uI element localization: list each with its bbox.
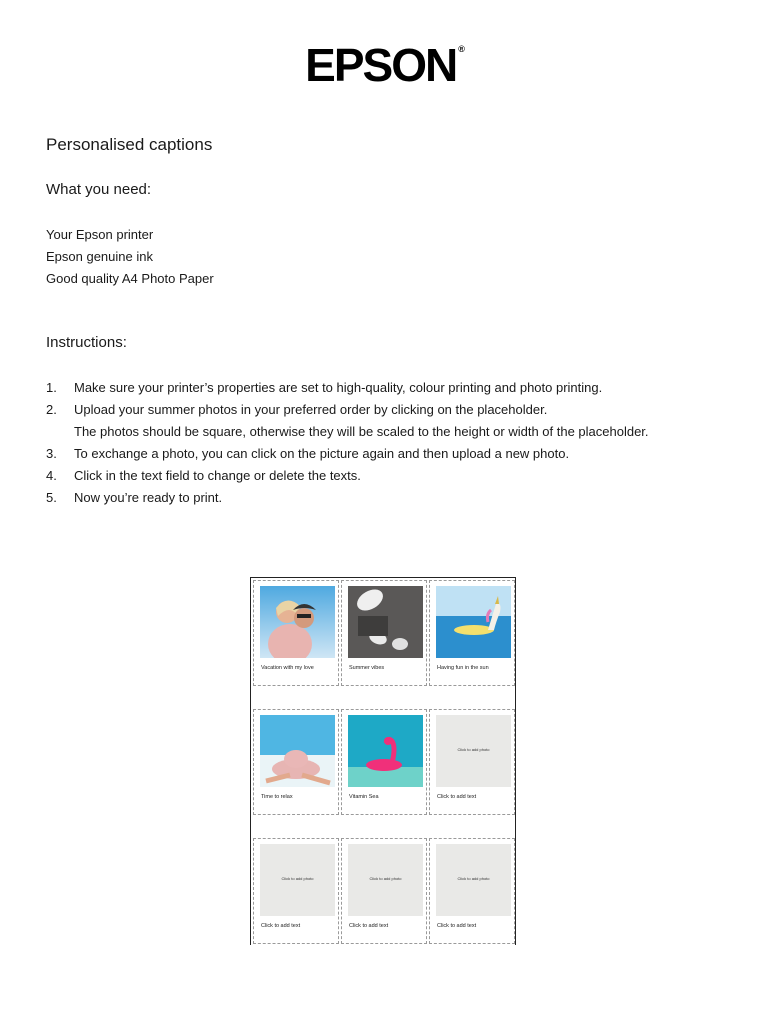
photo-card[interactable] [429,580,515,686]
photo-placeholder[interactable] [436,715,511,787]
placeholder-text: Click to add photo [369,876,402,881]
photo-couple-selfie[interactable] [260,586,335,658]
photo-sun-hat-beach[interactable] [260,715,335,787]
trademark-symbol: ® [458,44,465,54]
step-number: 2. [46,402,57,417]
photo-caption[interactable]: Time to relax [261,794,293,800]
photo-sneakers[interactable] [348,586,423,658]
step-text: Click in the text field to change or delete the texts. [74,468,361,483]
needs-heading: What you need: [46,181,152,198]
photo-card[interactable] [341,709,427,815]
photo-caption[interactable]: Click to add text [437,794,477,800]
photo-caption[interactable]: Click to add text [437,923,477,929]
needs-list [46,226,214,292]
step-text: The photos should be square, otherwise they will be scaled to the height or width of the placeholder. [74,424,649,439]
photo-placeholder[interactable] [348,844,423,916]
instructions-heading: Instructions: [46,334,127,351]
photo-card[interactable] [253,838,339,944]
need-item: Your Epson printer [46,227,154,242]
step-number: 3. [46,446,57,461]
photo-caption[interactable]: Click to add text [261,923,301,929]
photo-caption[interactable]: Vacation with my love [261,665,314,671]
logo-text: EPSON [305,39,457,91]
placeholder-text: Click to add photo [457,876,490,881]
step-number: 1. [46,380,57,395]
step-number: 5. [46,490,57,505]
photo-placeholder[interactable] [260,844,335,916]
photo-caption[interactable]: Vitamin Sea [349,794,379,800]
step-text: Make sure your printer’s properties are set to high-quality, colour printing and photo printing. [74,380,603,395]
photo-caption[interactable]: Having fun in the sun [437,665,489,671]
photo-card[interactable] [253,709,339,815]
page-title: Personalised captions [46,135,213,154]
need-item: Epson genuine ink [46,249,153,264]
placeholder-text: Click to add photo [281,876,314,881]
photo-card[interactable] [253,580,339,686]
photo-card[interactable] [429,838,515,944]
epson-logo [0,38,768,92]
photo-caption[interactable]: Summer vibes [349,665,385,671]
photo-caption[interactable]: Click to add text [349,923,389,929]
photo-card[interactable] [341,580,427,686]
photo-unicorn-float[interactable] [436,586,511,658]
placeholder-text: Click to add photo [457,747,490,752]
step-text: Upload your summer photos in your preferred order by clicking on the placeholder. [74,402,548,417]
step-text: Now you’re ready to print. [74,490,223,505]
need-item: Good quality A4 Photo Paper [46,271,214,286]
photo-placeholder[interactable] [436,844,511,916]
photo-card[interactable] [429,709,515,815]
photo-flamingo-float[interactable] [348,715,423,787]
photo-sheet-preview [250,577,516,945]
step-text: To exchange a photo, you can click on the picture again and then upload a new photo. [74,446,570,461]
step-number: 4. [46,468,57,483]
photo-card[interactable] [341,838,427,944]
